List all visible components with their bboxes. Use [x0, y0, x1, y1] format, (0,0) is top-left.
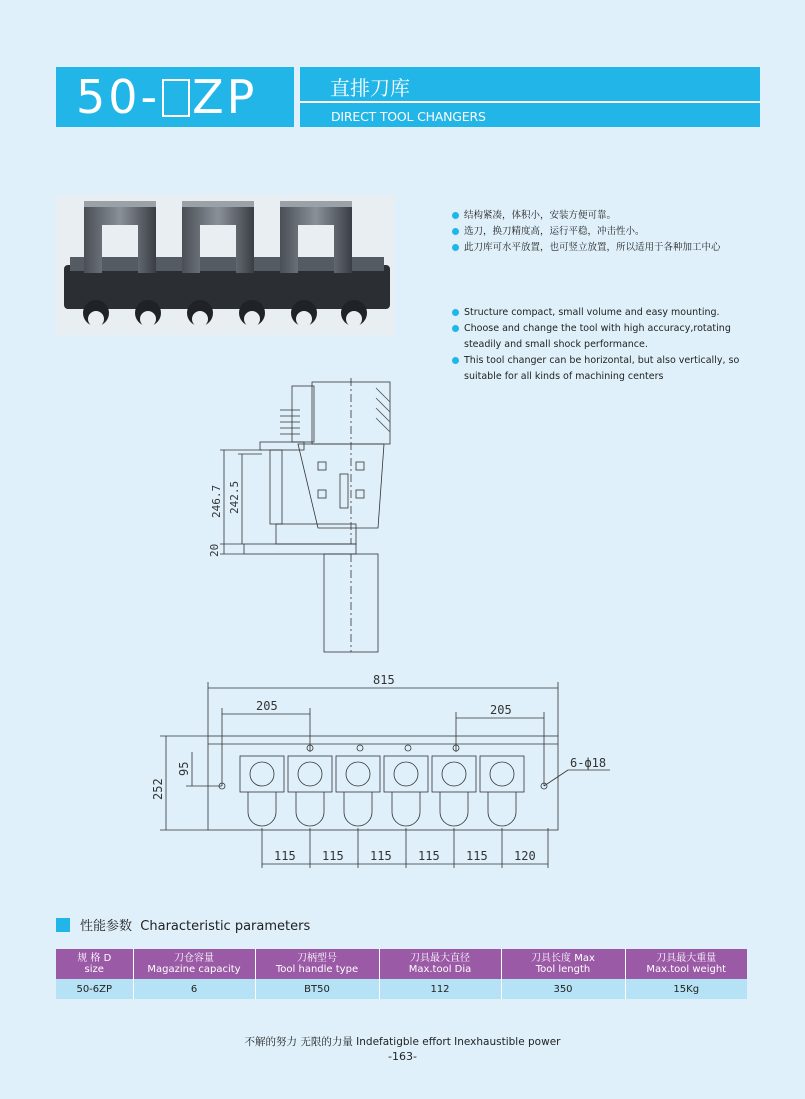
- dim-20: 20: [208, 543, 221, 557]
- section-title-en: Characteristic parameters: [140, 919, 311, 934]
- hole-note: 6-ф18: [570, 756, 607, 770]
- cell-max-tool-dia: 112: [379, 979, 501, 999]
- feature-item: This tool changer can be horizontal, but also vertically, so suitable for all kinds of machining centers: [450, 353, 750, 385]
- section-marker-icon: [56, 918, 70, 932]
- title-divider: [300, 101, 760, 103]
- product-photo: [56, 195, 394, 335]
- title-english: DIRECT TOOL CHANGERS: [331, 109, 486, 124]
- cell-size: 50-6ZP: [56, 979, 133, 999]
- blank-square-icon: [162, 79, 190, 117]
- header-tool-length: 刀具长度 Max Tool length: [501, 949, 625, 979]
- model-prefix: 50-: [76, 70, 161, 124]
- pitch-label: 115: [274, 849, 296, 863]
- pitch-label: 115: [370, 849, 392, 863]
- table-row: [56, 979, 747, 999]
- features-chinese: [450, 208, 750, 256]
- feature-item: 选刀，换刀精度高，运行平稳，冲击性小。: [450, 224, 750, 240]
- parameters-table: [56, 949, 747, 999]
- header-max-tool-dia: 刀具最大直径 Max.tool Dia: [379, 949, 501, 979]
- feature-item: 此刀库可水平放置，也可竖立放置，所以适用于各种加工中心: [450, 240, 750, 256]
- dim-246-7: 246.7: [210, 484, 223, 518]
- header-magazine-capacity: 刀仓容量 Magazine capacity: [133, 949, 255, 979]
- title-chinese: 直排刀库: [330, 76, 410, 100]
- header-max-tool-weight: 刀具最大重量 Max.tool weight: [625, 949, 747, 979]
- pitch-label: 115: [322, 849, 344, 863]
- dim-205-left: 205: [256, 699, 278, 713]
- feature-item: Structure compact, small volume and easy mounting.: [450, 305, 750, 321]
- cell-magazine-capacity: 6: [133, 979, 255, 999]
- dim-205-right: 205: [490, 703, 512, 717]
- dim-252: 252: [151, 778, 165, 800]
- cell-tool-handle-type: BT50: [255, 979, 379, 999]
- table-header-row: [56, 949, 747, 979]
- footer-slogan: 不解的努力 无限的力量 Indefatigble effort Inexhaustible power: [244, 1036, 561, 1048]
- pitch-label: 115: [418, 849, 440, 863]
- dim-815: 815: [373, 673, 395, 687]
- header-tool-handle-type: 刀柄型号 Tool handle type: [255, 949, 379, 979]
- cell-tool-length: 350: [501, 979, 625, 999]
- model-code-box: [56, 67, 294, 127]
- feature-item: Choose and change the tool with high accuracy,rotating steadily and small shock performance.: [450, 321, 750, 353]
- header-size: 规 格 D size: [56, 949, 133, 979]
- section-title-cn: 性能参数: [80, 919, 133, 934]
- dim-242-5: 242.5: [228, 480, 241, 514]
- model-suffix: ZP: [192, 70, 258, 124]
- section-title: [56, 915, 310, 934]
- page-number: -163-: [388, 1050, 417, 1063]
- dim-95: 95: [177, 761, 191, 776]
- cell-max-tool-weight: 15Kg: [625, 979, 747, 999]
- pitch-label: 120: [514, 849, 536, 863]
- side-view-drawing: [200, 378, 430, 658]
- top-view-drawing: [130, 668, 620, 880]
- feature-item: 结构紧凑，体积小，安装方便可靠。: [450, 208, 750, 224]
- features-english: [450, 305, 750, 385]
- pitch-label: 115: [466, 849, 488, 863]
